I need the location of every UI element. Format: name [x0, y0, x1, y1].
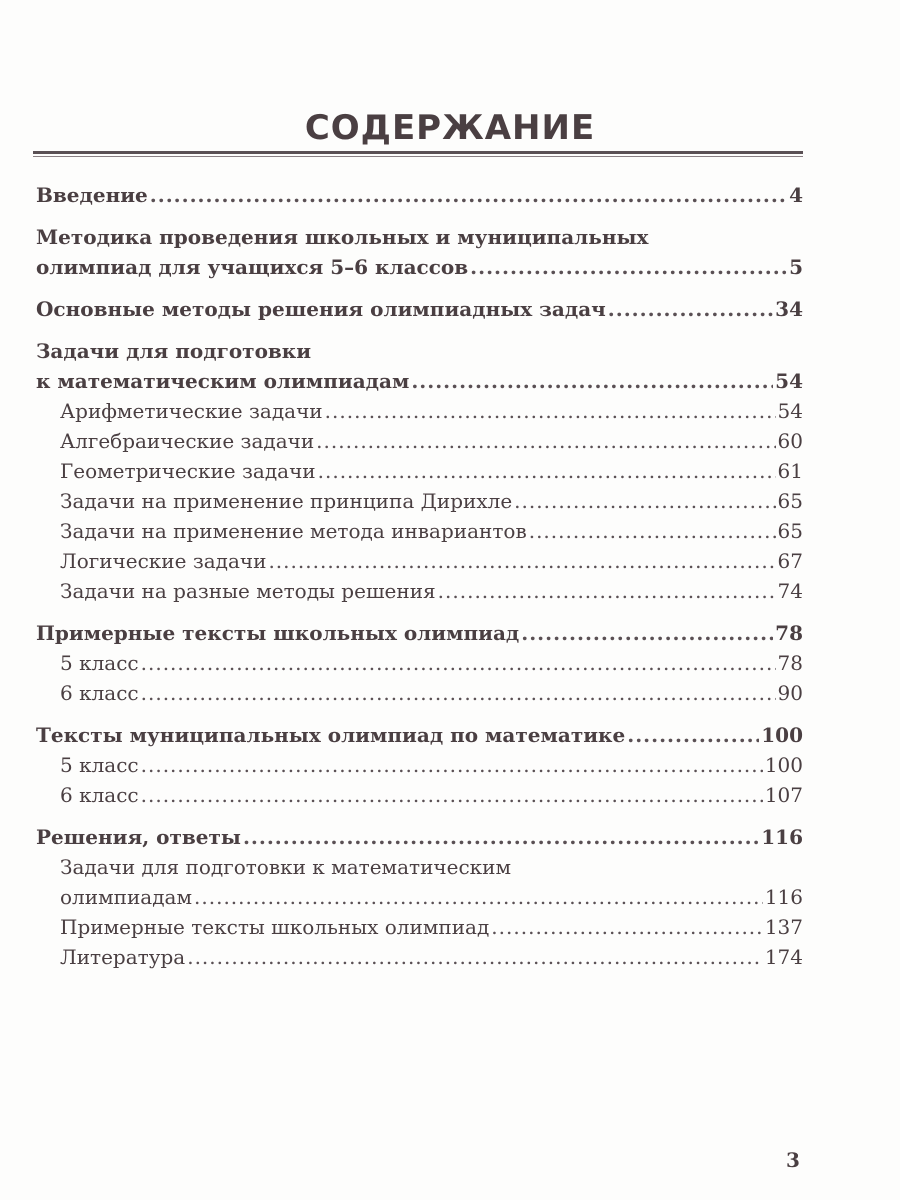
leader-dots — [268, 546, 775, 576]
toc-entry-municipal[interactable] — [36, 720, 803, 750]
toc-page: 67 — [777, 549, 803, 573]
toc-label: Алгебраические задачи — [60, 429, 315, 453]
leader-dots — [491, 912, 763, 942]
toc-page: 78 — [775, 621, 803, 645]
toc-page: 65 — [777, 519, 803, 543]
leader-dots — [187, 942, 763, 972]
toc-subentry[interactable] — [36, 750, 803, 780]
toc-entry-prep[interactable] — [36, 366, 803, 396]
toc-label: Геометрические задачи — [60, 459, 316, 483]
toc-subentry[interactable] — [36, 648, 803, 678]
toc-page: 74 — [777, 579, 803, 603]
toc-label: 6 класс — [60, 681, 139, 705]
toc-group-basic — [36, 294, 803, 324]
toc-page: 5 — [789, 255, 803, 279]
toc-label: Введение — [36, 183, 148, 207]
toc-subentry[interactable] — [36, 516, 803, 546]
toc-label: олимпиадам — [60, 885, 193, 909]
page-title: СОДЕРЖАНИЕ — [304, 108, 596, 148]
toc-page: 116 — [761, 825, 803, 849]
toc-page: 78 — [777, 651, 803, 675]
toc-page: 54 — [775, 369, 803, 393]
toc-label: Задачи на разные методы решения — [60, 579, 436, 603]
toc-subentry[interactable] — [36, 678, 803, 708]
leader-dots — [194, 882, 763, 912]
toc-group-prep — [36, 336, 803, 606]
toc-label-line[interactable]: Методика проведения школьных и муниципальных — [36, 225, 649, 249]
toc-page: 174 — [764, 945, 803, 969]
toc-page: 100 — [764, 753, 803, 777]
toc-label: Задачи на применение принципа Дирихле — [60, 489, 513, 513]
toc-group-municipal — [36, 720, 803, 810]
leader-dots — [316, 426, 775, 456]
toc-subentry[interactable] — [36, 486, 803, 516]
toc-label: 6 класс — [60, 783, 139, 807]
toc-entry-solutions[interactable] — [36, 822, 803, 852]
toc-subentry[interactable] — [36, 426, 803, 456]
toc-subentry[interactable] — [36, 882, 803, 912]
toc-label: Логические задачи — [60, 549, 267, 573]
toc-group-school — [36, 618, 803, 708]
toc-subentry[interactable] — [36, 942, 803, 972]
toc-label: Решения, ответы — [36, 825, 241, 849]
leader-dots — [627, 720, 759, 750]
toc-entry-intro[interactable] — [36, 180, 803, 210]
leader-dots — [514, 486, 775, 516]
leader-dots — [141, 780, 763, 810]
leader-dots — [529, 516, 776, 546]
toc-label: Литература — [60, 945, 186, 969]
toc-entry-school[interactable] — [36, 618, 803, 648]
toc-label: олимпиад для учащихся 5–6 классов — [36, 255, 469, 279]
table-of-contents — [36, 180, 803, 984]
toc-label-line[interactable]: Задачи для подготовки к математическим — [60, 855, 512, 879]
toc-subentry[interactable] — [36, 576, 803, 606]
toc-page: 107 — [764, 783, 803, 807]
toc-page: 34 — [775, 297, 803, 321]
toc-label: Тексты муниципальных олимпиад по математике — [36, 723, 626, 747]
toc-label: 5 класс — [60, 651, 139, 675]
toc-page: 137 — [764, 915, 803, 939]
toc-page: 116 — [764, 885, 803, 909]
toc-label: Примерные тексты школьных олимпиад — [60, 915, 490, 939]
toc-label: Задачи на применение метода инвариантов — [60, 519, 527, 543]
title-rule — [33, 151, 803, 157]
leader-dots — [325, 396, 776, 426]
leader-dots — [150, 180, 787, 210]
leader-dots — [470, 252, 787, 282]
toc-subentry[interactable] — [36, 456, 803, 486]
leader-dots — [141, 750, 763, 780]
toc-label: к математическим олимпиадам — [36, 369, 410, 393]
toc-entry-method[interactable] — [36, 252, 803, 282]
toc-group-intro — [36, 180, 803, 210]
toc-label: Арифметические задачи — [60, 399, 323, 423]
toc-page: 90 — [777, 681, 803, 705]
toc-subentry[interactable] — [36, 546, 803, 576]
leader-dots — [411, 366, 773, 396]
leader-dots — [318, 456, 776, 486]
toc-label-line[interactable]: Задачи для подготовки — [36, 339, 312, 363]
toc-label: 5 класс — [60, 753, 139, 777]
toc-page: 60 — [777, 429, 803, 453]
toc-page: 54 — [777, 399, 803, 423]
leader-dots — [438, 576, 776, 606]
toc-page: 4 — [789, 183, 803, 207]
toc-subentry[interactable] — [36, 780, 803, 810]
leader-dots — [141, 678, 776, 708]
toc-subentry[interactable] — [36, 912, 803, 942]
leader-dots — [243, 822, 759, 852]
toc-page: 61 — [777, 459, 803, 483]
toc-page: 100 — [761, 723, 803, 747]
leader-dots — [608, 294, 773, 324]
toc-entry-basic-methods[interactable] — [36, 294, 803, 324]
toc-label: Примерные тексты школьных олимпиад — [36, 621, 520, 645]
leader-dots — [521, 618, 773, 648]
leader-dots — [141, 648, 776, 678]
toc-label: Основные методы решения олимпиадных задач — [36, 297, 606, 321]
toc-subentry[interactable] — [36, 396, 803, 426]
toc-page: 65 — [777, 489, 803, 513]
toc-group-solutions — [36, 822, 803, 972]
toc-group-method — [36, 222, 803, 282]
page-number: 3 — [786, 1148, 800, 1172]
